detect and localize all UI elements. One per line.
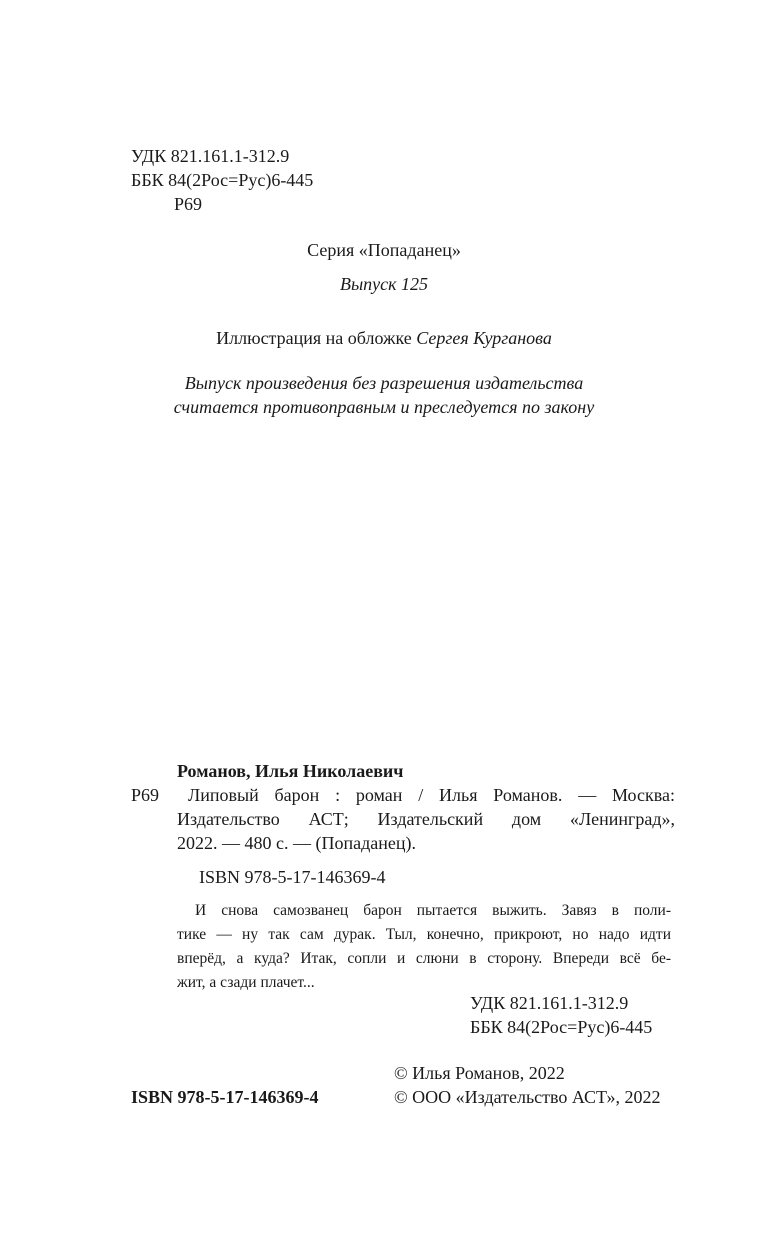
annotation-line4: жит, а сзади плачет... [177,974,315,991]
catalog-mark: Р69 [131,785,160,805]
footer-isbn: ISBN 978-5-17-146369-4 [131,1087,319,1107]
annotation-line2: тике — ну так сам дурак. Тыл, конечно, прикроют, но надо идти [177,926,671,943]
catalog-bbk: ББК 84(2Рос=Рус)6-445 [470,1017,653,1037]
catalog-isbn: ISBN 978-5-17-146369-4 [199,867,386,887]
copyright-warning-line1: Выпуск произведения без разрешения издательства [184,373,584,393]
bbk-code: ББК 84(2Рос=Рус)6-445 [131,170,314,190]
copyright-warning-line2: считается противоправным и преследуется по закону [173,397,595,417]
catalog-desc-line1: Липовый барон : роман / Илья Романов. — Москва: [188,785,675,805]
annotation-line1: И снова самозванец барон пытается выжить. Завяз в поли- [195,902,671,919]
series-issue: Выпуск 125 [339,274,429,294]
catalog-udk: УДК 821.161.1-312.9 [470,993,629,1013]
illustration-credit [0,326,768,350]
catalog-author: Романов, Илья Николаевич [177,761,404,781]
catalog-desc-line3: 2022. — 480 с. — (Попаданец). [177,833,417,853]
catalog-desc-line2: Издательство АСТ; Издательский дом «Ленинград», [177,809,675,829]
illustration-prefix: Иллюстрация на обложке [216,328,417,348]
copyright-author: © Илья Романов, 2022 [394,1063,565,1083]
author-mark: Р69 [174,194,203,214]
udk-code: УДК 821.161.1-312.9 [131,146,290,166]
copyright-publisher: © ООО «Издательство АСТ», 2022 [394,1087,661,1107]
annotation-line3: вперёд, а куда? Итак, сопли и слюни в сторону. Впереди всё бе- [177,950,671,967]
illustration-artist: Сергея Курганова [416,328,552,348]
series-name: Серия «Попаданец» [307,240,461,260]
